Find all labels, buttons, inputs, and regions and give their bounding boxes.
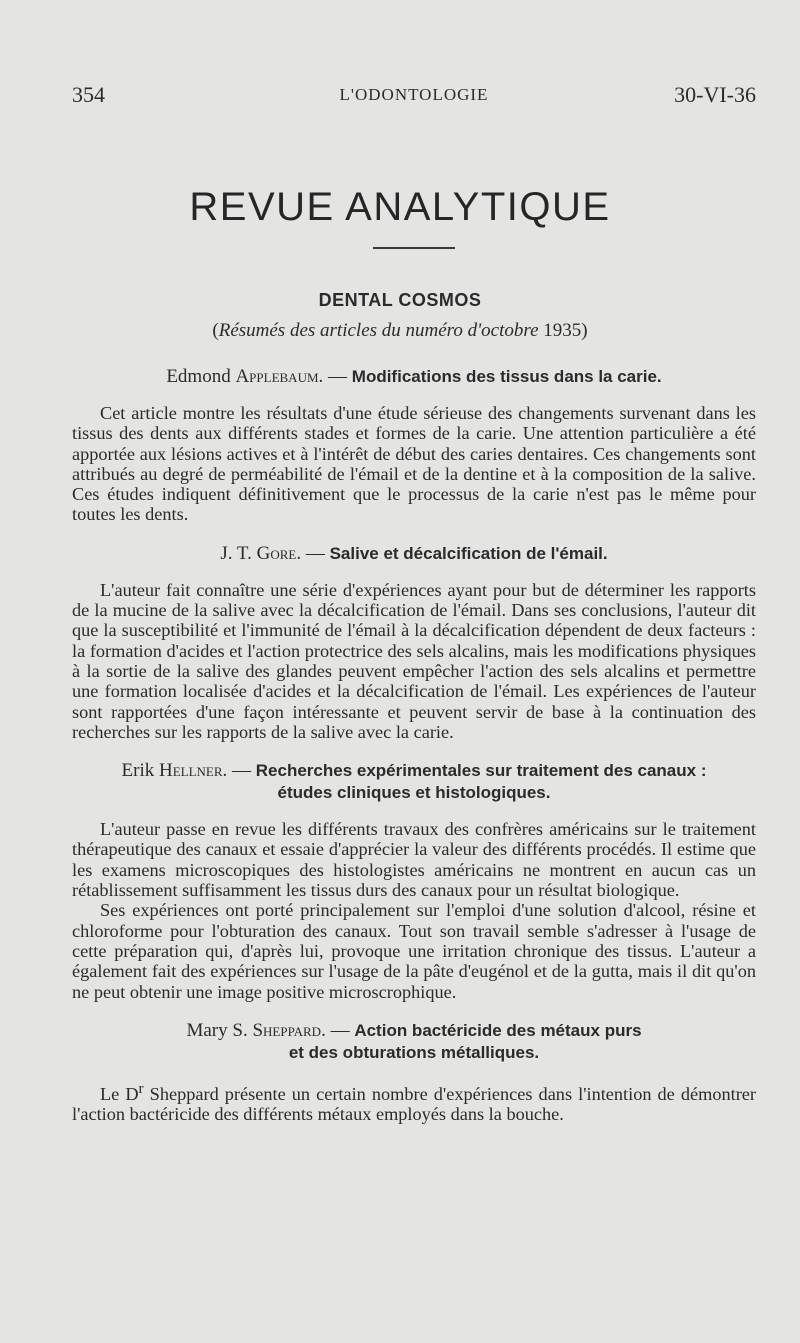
article-list bbox=[72, 366, 756, 1125]
article-heading bbox=[72, 366, 756, 388]
running-head bbox=[72, 82, 756, 112]
article-paragraph: L'auteur passe en revue les différents travaux des confrères américains sur le traitement thérapeutique des canaux et essaie d'apprécier la valeur des différents procédés. Il estime que les examens microscopiques des histologistes américains ne montrent en aucun cas un rétablissement suffisamment les tissus durs des canaux pour un résultat biologique. bbox=[72, 819, 756, 901]
article-title-line-1: Action bactéricide des métaux purs bbox=[354, 1020, 642, 1040]
article-title-line-2: études cliniques et histologiques. bbox=[277, 783, 551, 803]
journal-subtitle bbox=[0, 320, 800, 342]
heading-dash: — bbox=[325, 1019, 355, 1041]
article-paragraph: Ses expériences ont porté principalement sur l'emploi d'une solution d'alcool, résine et chloroforme pour l'obturation des canaux. Tout son travail semble s'adresser à l'usage de cette préparation qui, d'après lui, provoque une irritation chronique des tissus. L'auteur a également fait des expériences sur l'usage de la pâte d'eugénol et de la gutta, mais il dit qu'on ne peut obtenir une image positive microscrophique. bbox=[72, 900, 756, 1002]
subtitle-italic: Résumés des articles du numéro d'octobre bbox=[218, 320, 539, 341]
author-last-name: Hellner. bbox=[158, 760, 228, 782]
author-first-name: Edmond bbox=[166, 366, 236, 387]
superscript: r bbox=[138, 1079, 144, 1097]
article-paragraph bbox=[72, 1079, 756, 1125]
article-title: Modifications des tissus dans la carie. bbox=[351, 367, 662, 386]
author-last-name: Sheppard. bbox=[252, 1019, 326, 1041]
subtitle-open: ( bbox=[212, 320, 219, 341]
article-title-line-2: et des obturations métalliques. bbox=[288, 1042, 540, 1062]
paragraph-start: Le D bbox=[100, 1083, 139, 1104]
author-first-name: Mary S. bbox=[186, 1019, 253, 1041]
running-head-journal: L'ODONTOLOGIE bbox=[339, 85, 489, 104]
subtitle-year: 1935) bbox=[538, 320, 588, 341]
article bbox=[72, 1020, 756, 1125]
heading-dash: — bbox=[301, 542, 330, 564]
title-rule bbox=[373, 247, 455, 249]
article-heading bbox=[72, 543, 756, 565]
heading-dash: — bbox=[227, 760, 256, 782]
heading-dash: — bbox=[323, 366, 352, 387]
article bbox=[72, 543, 756, 742]
author-last-name: Applebaum. bbox=[235, 366, 324, 387]
article-title: Salive et décalcification de l'émail. bbox=[329, 543, 608, 563]
article-title-line-1: Recherches expérimentales sur traitement des canaux : bbox=[255, 761, 707, 781]
issue-date: 30-VI-36 bbox=[674, 82, 756, 107]
article-heading bbox=[72, 1020, 756, 1064]
author-first-name: Erik bbox=[121, 760, 159, 782]
article-heading bbox=[72, 760, 756, 804]
author-last-name: Gore. bbox=[256, 542, 302, 564]
page-number: 354 bbox=[72, 82, 105, 107]
article-paragraph: L'auteur fait connaître une série d'expériences ayant pour but de déterminer les rapports de la mucine de la salive avec la décalcification de l'émail. Dans ses conclusions, l'auteur dit que la susceptibilité et l'immunité de l'émail à la décalcification dépendent de deux facteurs : la formation d'acides et l'action protectrice des sels alcalins, mais les modifications physiques à la sortie de la salive des glandes peuvent empêcher l'action des sels alcalins et permettre une formation localisée d'acides et la décalcification de l'émail. Les expériences de l'auteur sont rapportées d'une façon intéressante et peuvent servir de base à la continuation des recherches sur les rapports de la salive avec la carie. bbox=[72, 579, 756, 742]
article bbox=[72, 760, 756, 1002]
author-first-name: J. T. bbox=[220, 542, 257, 564]
section-title: REVUE ANALYTIQUE bbox=[189, 185, 611, 229]
article-paragraph: Cet article montre les résultats d'une étude sérieuse des changements survenant dans les tissus des dents aux différents stades et formes de la carie. Une attention particulière a été apportée aux lésions actives et à l'intérêt de début des caries dentaires. Ces changements sont attribués au degré de perméabilité de l'émail et de la dentine et à la composition de la salive. Ces études indiquent définitivement que le processus de la carie n'est pas le même pour toutes les dents. bbox=[72, 403, 756, 525]
journal-name: DENTAL COSMOS bbox=[318, 290, 482, 310]
article bbox=[72, 366, 756, 525]
paragraph-rest: Sheppard présente un certain nombre d'expériences dans l'intention de démontrer l'action bactéricide des différents métaux employés dans la bouche. bbox=[72, 1083, 756, 1125]
